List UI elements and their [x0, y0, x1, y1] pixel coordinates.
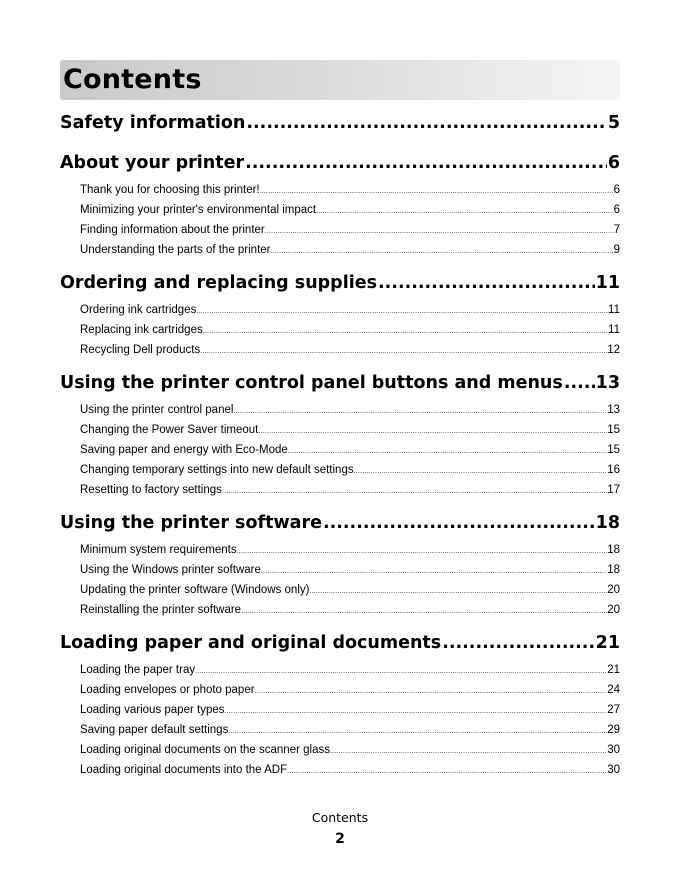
toc-entry[interactable] [80, 240, 620, 260]
toc-heading-page: 6 [607, 153, 620, 173]
toc-entry-title: Using the Windows printer software [80, 564, 261, 576]
dot-leader [237, 542, 608, 562]
toc-entry-page: 18 [607, 564, 620, 576]
toc-heading-title: Ordering and replacing supplies [60, 273, 377, 293]
toc-heading-title: Using the printer software [60, 513, 322, 533]
toc-heading-page: 13 [595, 373, 620, 393]
dot-leader [309, 582, 607, 602]
toc-entry-page: 20 [607, 584, 620, 596]
toc-entry[interactable] [80, 340, 620, 360]
toc-heading-title: Loading paper and original documents [60, 633, 442, 653]
toc-entry[interactable] [80, 700, 620, 720]
dot-leader [222, 482, 607, 502]
dot-leader [233, 402, 607, 422]
toc-entry[interactable] [80, 440, 620, 460]
toc-entry-title: Ordering ink cartridges [80, 304, 197, 316]
toc-entry[interactable] [80, 580, 620, 600]
toc-heading-title: Safety information [60, 113, 246, 133]
dot-leader [196, 302, 608, 322]
toc-entry[interactable] [80, 220, 620, 240]
toc-entry-page: 15 [607, 444, 620, 456]
toc-entry-title: Thank you for choosing this printer! [80, 184, 260, 196]
dot-leader [261, 562, 607, 582]
toc-entry-page: 17 [607, 484, 620, 496]
toc-entry-page: 20 [607, 604, 620, 616]
toc-entry[interactable] [80, 540, 620, 560]
toc-entry-title: Minimum system requirements [80, 544, 237, 556]
dot-leader [203, 322, 608, 342]
dot-leader [271, 242, 614, 262]
toc-entry-title: Saving paper default settings [80, 724, 229, 736]
page-number: 2 [335, 831, 345, 847]
toc-entry-page: 30 [607, 744, 620, 756]
dot-leader [241, 602, 607, 622]
dot-leader [287, 762, 607, 782]
toc-entry-title: Loading the paper tray [80, 664, 196, 676]
toc-entry-page: 16 [607, 464, 620, 476]
toc-entry-page: 11 [608, 324, 620, 336]
dot-leader [442, 626, 594, 660]
toc-section [60, 506, 620, 620]
toc-entry[interactable] [80, 560, 620, 580]
toc-section [60, 626, 620, 780]
dot-leader [288, 442, 607, 462]
toc-entry-title: Saving paper and energy with Eco-Mode [80, 444, 288, 456]
toc-entry[interactable] [80, 720, 620, 740]
toc-heading[interactable] [60, 106, 620, 140]
toc-entry[interactable] [80, 300, 620, 320]
dot-leader [330, 742, 607, 762]
toc-entry-title: Loading various paper types [80, 704, 225, 716]
dot-leader [195, 662, 607, 682]
toc-entry[interactable] [80, 200, 620, 220]
toc-entry-title: Using the printer control panel [80, 404, 234, 416]
toc-entry-title: Replacing ink cartridges [80, 324, 203, 336]
toc-entry[interactable] [80, 400, 620, 420]
footer-label: Contents [311, 810, 369, 825]
toc-heading-page: 11 [595, 273, 620, 293]
toc-entry-title: Changing temporary settings into new default settings [80, 464, 354, 476]
dot-leader [245, 146, 607, 180]
dot-leader [255, 682, 608, 702]
toc-heading[interactable] [60, 626, 620, 660]
toc-entry-title: Loading original documents into the ADF [80, 764, 288, 776]
toc-entry[interactable] [80, 180, 620, 200]
dot-leader [260, 182, 614, 202]
toc-entry-title: Recycling Dell products [80, 344, 201, 356]
toc-entry-title: Resetting to factory settings [80, 484, 222, 496]
toc-entry-page: 6 [613, 184, 620, 196]
toc-entry-page: 7 [613, 224, 620, 236]
toc-entry[interactable] [80, 460, 620, 480]
contents-banner [60, 60, 620, 100]
toc-section [60, 266, 620, 360]
toc-entry-title: Loading envelopes or photo paper [80, 684, 255, 696]
toc-heading-title: Using the printer control panel buttons and menus [60, 373, 563, 393]
dot-leader [258, 422, 607, 442]
toc-entry-page: 29 [607, 724, 620, 736]
toc-heading[interactable] [60, 146, 620, 180]
toc-entry-page: 27 [607, 704, 620, 716]
toc-entry-title: Minimizing your printer's environmental impact [80, 204, 317, 216]
toc-entry[interactable] [80, 320, 620, 340]
toc-entry-page: 12 [607, 344, 620, 356]
dot-leader [354, 462, 608, 482]
dot-leader [378, 266, 595, 300]
toc-entry-page: 18 [607, 544, 620, 556]
toc-entry-page: 15 [607, 424, 620, 436]
toc-section [60, 146, 620, 260]
dot-leader [316, 202, 613, 222]
toc-entry[interactable] [80, 420, 620, 440]
toc-entry-title: Changing the Power Saver timeout [80, 424, 259, 436]
toc-entry-title: Updating the printer software (Windows only) [80, 584, 310, 596]
toc-heading-page: 5 [607, 113, 620, 133]
dot-leader [200, 342, 607, 362]
toc-section [60, 106, 620, 140]
toc-heading[interactable] [60, 506, 620, 540]
toc-entry[interactable] [80, 680, 620, 700]
toc-heading-page: 18 [595, 513, 620, 533]
toc-entry-page: 21 [607, 664, 620, 676]
toc-heading-page: 21 [595, 633, 620, 653]
toc-entry-title: Understanding the parts of the printer [80, 244, 271, 256]
toc-section [60, 366, 620, 500]
toc-entry[interactable] [80, 760, 620, 780]
dot-leader [323, 506, 595, 540]
table-of-contents [60, 106, 620, 786]
toc-entry[interactable] [80, 740, 620, 760]
toc-entry-title: Finding information about the printer [80, 224, 265, 236]
page-title: Contents [63, 64, 202, 95]
toc-entry-title: Reinstalling the printer software [80, 604, 242, 616]
dot-leader [564, 366, 595, 400]
toc-entry-title: Loading original documents on the scanner glass [80, 744, 330, 756]
toc-entry[interactable] [80, 660, 620, 680]
toc-heading[interactable] [60, 366, 620, 400]
dot-leader [246, 106, 606, 140]
toc-heading[interactable] [60, 266, 620, 300]
dot-leader [225, 702, 608, 722]
toc-entry-page: 24 [607, 684, 620, 696]
toc-entry[interactable] [80, 480, 620, 500]
toc-entry-page: 9 [613, 244, 620, 256]
toc-entry-page: 6 [613, 204, 620, 216]
toc-entry-page: 13 [607, 404, 620, 416]
dot-leader [265, 222, 614, 242]
dot-leader [228, 722, 607, 742]
toc-entry-page: 30 [607, 764, 620, 776]
toc-entry-page: 11 [608, 304, 620, 316]
toc-heading-title: About your printer [60, 153, 245, 173]
toc-entry[interactable] [80, 600, 620, 620]
